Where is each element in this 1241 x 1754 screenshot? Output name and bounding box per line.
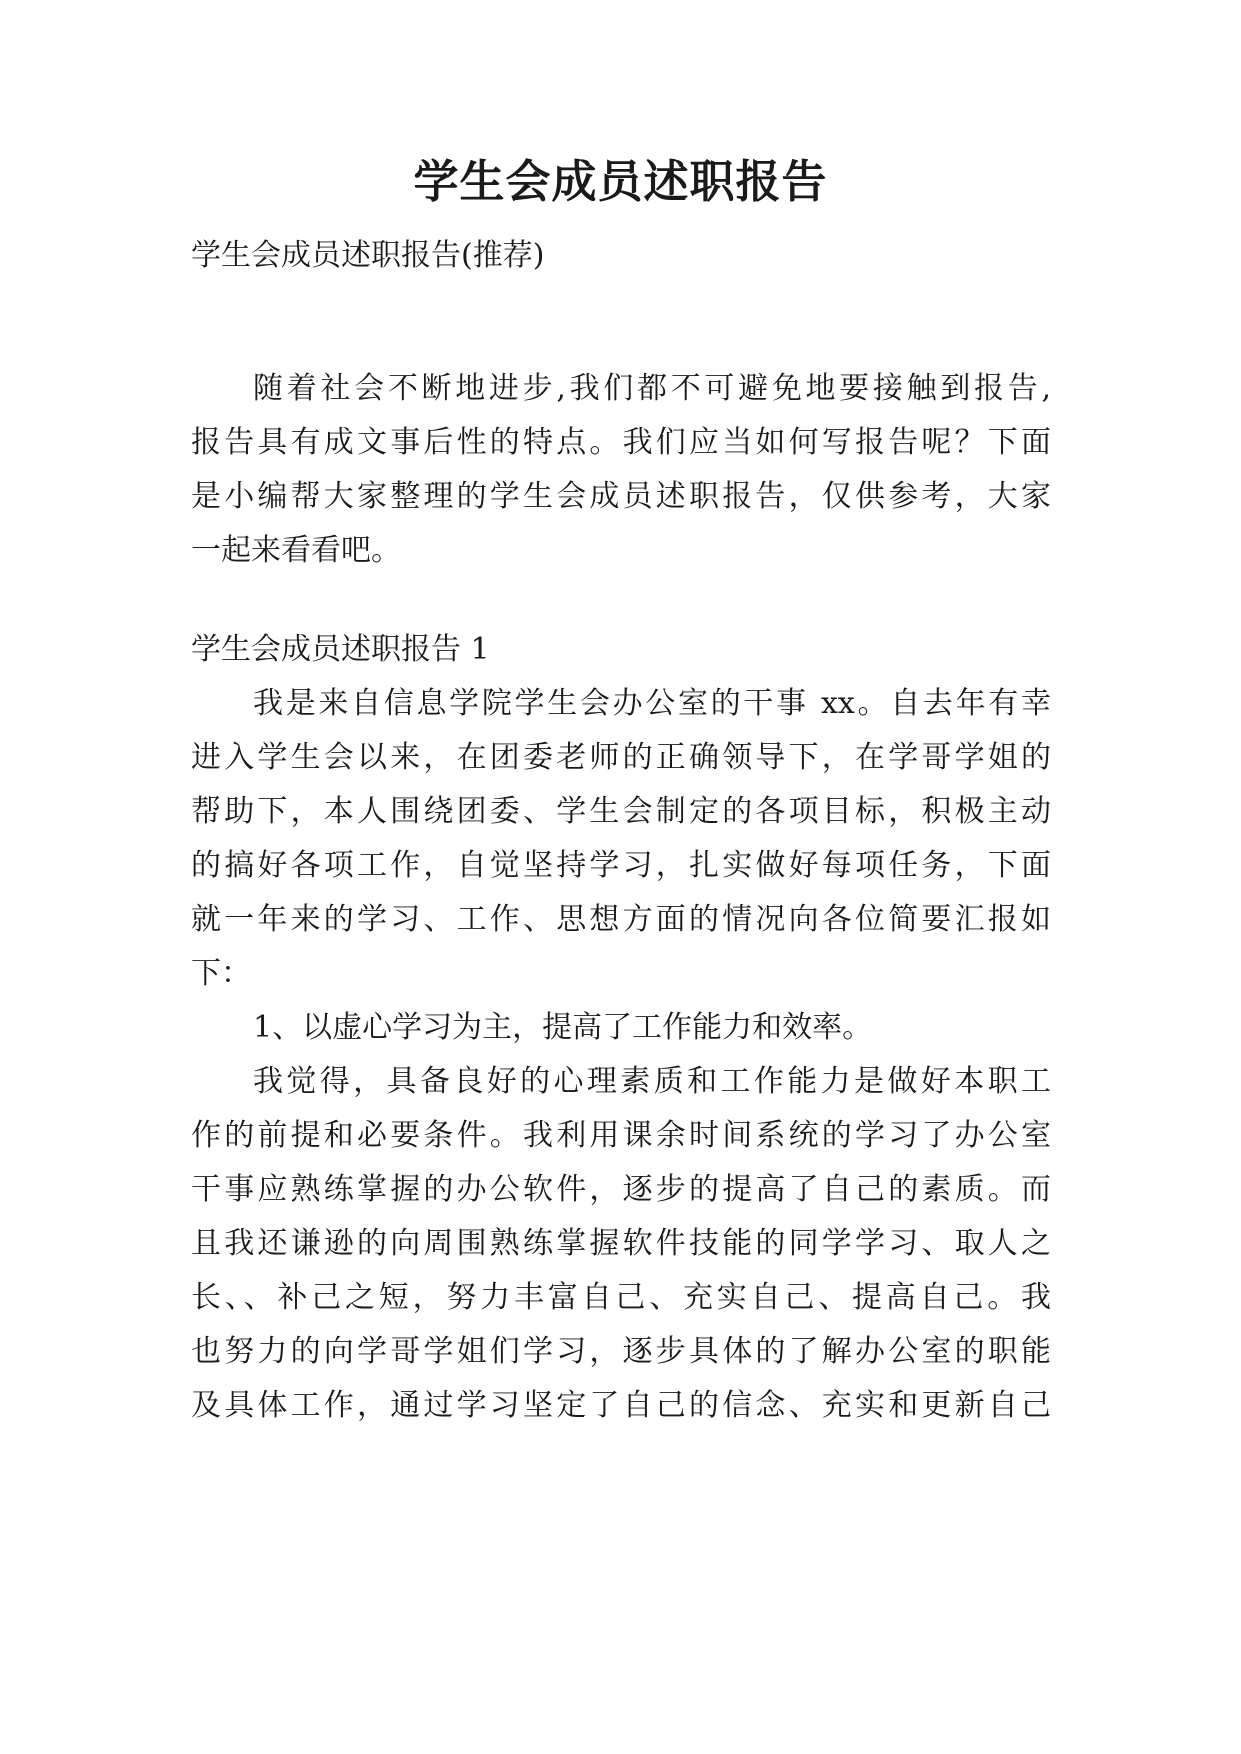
para2-line-2: 作的前提和必要条件。我利用课余时间系统的学习了办公室 [191,1118,1051,1153]
para2-line-1: 我觉得，具备良好的心理素质和工作能力是做好本职工 [253,1064,1051,1099]
document-subtitle: 学生会成员述职报告(推荐) [191,238,545,273]
section-heading: 学生会成员述职报告 1 [191,632,490,667]
intro-line-3: 是小编帮大家整理的学生会成员述职报告，仅供参考，大家 [191,479,1051,514]
para2-line-4: 且我还谦逊的向周围熟练掌握软件技能的同学学习、取人之 [191,1226,1051,1261]
para1-line-5: 就一年来的学习、工作、思想方面的情况向各位简要汇报如 [191,902,1051,937]
document-title: 学生会成员述职报告 [413,155,828,208]
para1-line-4: 的搞好各项工作，自觉坚持学习，扎实做好每项任务，下面 [191,848,1051,883]
para1-line-2: 进入学生会以来，在团委老师的正确领导下，在学哥学姐的 [191,740,1051,775]
para2-line-7: 及具体工作，通过学习坚定了自己的信念、充实和更新自己 [191,1388,1051,1423]
para2-line-6: 也努力的向学哥学姐们学习，逐步具体的了解办公室的职能 [191,1334,1051,1369]
para2-line-5: 长、、补己之短，努力丰富自己、充实自己、提高自己。我 [191,1280,1051,1315]
intro-line-2: 报告具有成文事后性的特点。我们应当如何写报告呢？下面 [191,425,1051,460]
para1-line-6: 下： [191,956,251,991]
para2-line-3: 干事应熟练掌握的办公软件，逐步的提高了自己的素质。而 [191,1172,1051,1207]
intro-line-4: 一起来看看吧。 [191,533,401,568]
list-item-1: 1、以虚心学习为主，提高了工作能力和效率。 [253,1010,873,1045]
para1-line-3: 帮助下，本人围绕团委、学生会制定的各项目标，积极主动 [191,794,1051,829]
intro-line-1: 随着社会不断地进步,我们都不可避免地要接触到报告, [253,371,1051,406]
para1-line-1: 我是来自信息学院学生会办公室的干事 xx。自去年有幸 [253,686,1051,721]
